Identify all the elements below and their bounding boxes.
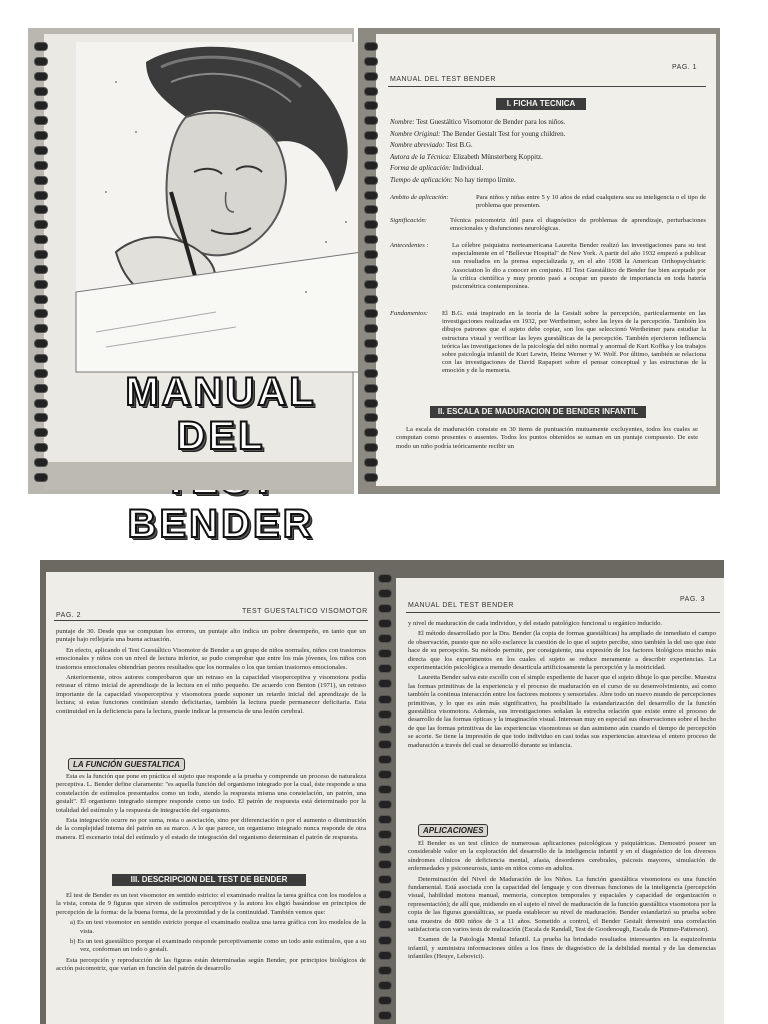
paragraph: y nivel de maduración de cada individuo, y del estado patológico funcional u orgánico inducido. (408, 620, 663, 627)
page2-page-label: PAG. 2 (56, 612, 82, 619)
paragraph: El test de Bender es un test visomotor en sentido estricto: el examinado realiza la tarea gráfica con los modelos a la vista, consta de 9 figuras que sirven de estímulos perceptivos y la autora los eligió basándose en principios de percepción de la forma: de la buena forma, de la proximidad y de la continuidad. También vemos que: (56, 892, 366, 916)
child-drawing-illustration (76, 42, 362, 372)
field-label: Nombre: (390, 118, 415, 126)
cover-illustration (76, 42, 362, 372)
page1 (376, 34, 716, 486)
page3-header-title: MANUAL DEL TEST BENDER (408, 602, 514, 609)
page3-body-bottom (408, 840, 716, 964)
page2-header-title: TEST GUESTALTICO VISOMOTOR (242, 608, 368, 615)
page1-photo (358, 28, 720, 494)
paragraph: Esta es la función que pone en práctica el sujeto que responde a la prueba y comprende un proceso de naturaleza perceptiva. L. Bender define claramente: "es aquella función del organismo integrado por la cual, éste responde a una constelación de estímulos presentados como un todo, siendo la respuesta misma una constelación, un patrón, una gestalt". El organismo integrado siempre responde como un todo. El patrón de respuesta está determinado por la totalidad del estímulo y la respuesta de integración del organismo. (56, 773, 366, 814)
field-value: El B.G. está inspirado en la teoría de la Gestalt sobre la percepción, particularmente en las investigaciones realizadas en 1932, por Wertheimer, sobre las leyes de la percepción. También los dibujos patrones que el sujeto debe copiar, son los que seleccionó Wertheimer para estudiar la estructura visual y verificar las leyes guestálticas de la percepción. También ejercieron influencia teórica las investigaciones de la psicología del niño normal y anormal de Kurt Koffka y los trabajos sobre psicología infantil de Kurt Lewin, Heinz Werner y W. Wolf. Por último, también se relaciona con las investigaciones de David Rapaport sobre el pensar conceptual y las estructuras de la emoción y de la memoria. (442, 310, 706, 375)
cover-photo (28, 28, 354, 546)
cover-page (44, 34, 352, 546)
section-box-funcion-guestaltica: LA FUNCIÓN GUESTALTICA (68, 758, 185, 771)
field-value: No hay tiempo límite. (454, 175, 516, 184)
list-item: a) Es un test visomotor en sentido estricto porque el examinado realiza una tarea gráfica con los modelos de la vista. (70, 919, 366, 935)
field-fundamentos (390, 310, 706, 402)
section2-banner: II. ESCALA DE MADURACION DE BENDER INFANTIL (430, 406, 646, 418)
field-value: Individual. (452, 164, 484, 173)
field-value: Test Guestáltico Visomotor de Bender para los niños. (416, 118, 566, 126)
field-tiempo (390, 176, 706, 185)
page2-body-top (56, 628, 366, 718)
field-value: The Bender Gestalt Test for young children. (442, 129, 566, 138)
page1-header-title: MANUAL DEL TEST BENDER (390, 76, 496, 83)
field-forma (390, 164, 706, 173)
field-antecedentes (390, 242, 706, 302)
spiral-binding-left (34, 42, 48, 482)
field-label: Tiempo de aplicación: (390, 175, 453, 184)
field-value: Para niños y niñas entre 5 y 10 años de edad cualquiera sea su inteligencia o el tipo de problema que presenten. (476, 194, 706, 210)
field-label: Significación: (390, 217, 427, 224)
page3-header-rule (406, 612, 720, 613)
page1-header-rule (388, 86, 706, 87)
section2-text (396, 426, 698, 453)
section1-banner: I. FICHA TECNICA (496, 98, 586, 110)
paragraph: Esta integración ocurre no por suma, resta o asociación, sino por diferenciación o por el aumento o disminución de la complejidad interna del patrón en su marco. A lo que parece, un organismo integrado nunca responde de otra manera. El escenario total del estímulo y el estado de integración del organismo determinan el patrón de respuesta. (56, 817, 366, 841)
section-box-aplicaciones: APLICACIONES (418, 824, 488, 837)
page3-body-top (408, 620, 716, 752)
field-value: Elizabeth Münsterberg Koppitz. (453, 152, 543, 161)
paragraph: puntaje de 30. Desde que se computan los errores, un puntaje alto indica un pobre desempeño, en tanto que un puntaje bajo reflejaría una buena actuación. (56, 628, 366, 644)
field-autora (390, 153, 706, 162)
section3-banner: III. DESCRIPCION DEL TEST DE BENDER (112, 874, 306, 886)
field-value: La célebre psiquiatra norteamericana Lauretta Bender realizó las investigaciones para su test especialmente en el "Bellevue Hospital" de New York. A partir del año 1932 empezó a publicar sus resultados en la prensa especializada y, en el año 1938 la American Orthopsychiatric Association lo dio a conocer en conjunto. El Test Guestáltico de Bender fue bien aceptado por la crítica científica y muy pronto pasó a ocupar un puesto de importancia en toda batería psicométrica contemporánea. (452, 242, 706, 291)
description-list (70, 919, 366, 955)
cover-title (90, 370, 352, 546)
field-nombre-abreviado (390, 141, 706, 150)
field-nombre (390, 118, 706, 127)
paragraph: El Bender es un test clínico de numerosas aplicaciones psicológicas y psiquiátricas. Demostró poseer un considerable valor en la exploración del desarrollo de la inteligencia infantil y en el diagnóstico de los diversos síndromes clínicos de deficiencia mental, afasia, desordenes cerebrales, psicosis mayores, simulación de enfermedades y psiconeurosis, tanto en niños como en adultos. (408, 840, 716, 873)
field-ambito (390, 194, 706, 212)
cover-title-line1: MANUAL DEL (125, 370, 317, 458)
pages-2-3-photo (40, 560, 724, 1024)
list-item: b) Es un test guestáltico porque el examinado responde perceptivamente como un todo ante estímulos, que a su vez, conforman un todo o gestalt. (70, 938, 366, 954)
paragraph: La escala de maduración consiste en 30 items de puntuación mutuamente excluyentes, todos los cuales se computan como presentes o ausentes. Todos los puntos obtenidos se suman en un puntaje compuesto. De este modo un niño podría teóricamente recibir un (396, 426, 698, 450)
cover-title-line2: BENDER (127, 502, 315, 546)
field-label: Ambito de aplicación: (390, 194, 449, 201)
field-value: Técnica psicomotriz útil para el diagnóstico de problemas de aprendizaje, perturbaciones emocionales y disfunciones neurológicas. (450, 217, 706, 233)
page3-page-label: PAG. 3 (680, 596, 706, 603)
paragraph: El método desarrollado por la Dra. Bender (la copia de formas guestálticas) ha ampliado de inmediato el campo de observación, puesto que no sólo esclarece la cuestión de lo que el sujeto percibe, sino también la del uso que éste hace de su percepción. Su método permite, por consiguiente, una expresión de los factores biológicos mucho más directa que los experimentos en los cuales el sujeto se reduce meramente a describir experiencias. La experimentación psicológica a menudo desarticula artificiosamente la percepción y la motricidad. (408, 630, 716, 672)
page1-page-label: PAG. 1 (672, 64, 698, 71)
field-label: Autora de la Técnica: (390, 152, 452, 161)
paragraph: Examen de la Patología Mental Infantil. La prueba ha brindado resultados interesantes en la esquizofrenia infantil, y suministra informaciones útiles a los fines de diagnóstico de la debilidad mental y de las demencias infantiles (Heuye, Lebovici). (408, 936, 716, 961)
page3 (396, 578, 724, 1024)
field-nombre-original (390, 130, 706, 139)
field-label: Nombre abreviado: (390, 141, 445, 150)
ficha-fields (390, 118, 706, 188)
field-label: Antecedentes : (390, 242, 429, 249)
paragraph: Anteriormente, otros autores comprobaron que un retraso en la capacidad visoperceptiva y visomotora podía retrasar el ritmo inicial de aprendizaje de la lectura en el niño pequeño. De acuerdo con Benton (1971), un retraso importante de la capacidad visoperceptiva y visomotora puede suponer un retardo inicial del aprendizaje de la lectura; si estas funciones continúan siendo deficitarias, también la lectura puede permanecer deficitaria. Esta continuidad en la deficiencia para la lectura, puede indicar la presencia de una lesión cerebral. (56, 674, 366, 715)
page2-body-bottom (56, 892, 366, 976)
field-value: Test B.G. (446, 141, 473, 150)
page2 (46, 572, 374, 1024)
page2-header-rule (54, 620, 368, 621)
cover-bottom-band (44, 462, 352, 490)
page2-body-middle (56, 773, 366, 844)
spiral-binding-page1 (364, 42, 378, 482)
paragraph: Determinación del Nivel de Maduración de los Niños. La función guestáltica visomotora es una función fundamental. Está asociada con la capacidad del lenguaje y con diversas funciones de la inteligencia (percepción visual, habilidad motora manual, memoria, conceptos temporales y espaciales y capacidad de organización o representación); de allí que, midiendo en el sujeto el nivel de maduración de la función guestáltica visomotora por la copia de las figuras guestálticas, se pueda establecer su nivel de maduración. Bender estandarizó su prueba sobre una muestra de 800 niños de 3 a 11 años. Sometido a control, el Bender Gestalt demostró una correlación satisfactoria con varios tests de realización (Escala de Randall, Test de Goodenough, Escala de Pintner-Patterson). (408, 875, 716, 934)
spiral-binding-center (378, 574, 392, 1020)
paragraph: Lauretta Bender salva este escollo con el simple expediente de hacer que el sujeto dibuje lo que percibe. Muestra las formas primitivas de la experiencia y el proceso de maduración en el curso de su desenvolvimiento, así como también la continua interacción entre los factores motores y sensoriales. Abre todo un nuevo mundo de percepciones primitivas, y lo que es aún más significativo, ha posibilitado la estandarización del desarrollo de la función guestáltica visomotora. Además, sus investigaciones señalan la estrecha relación que existe entre el proceso de desarrollo de las formas ópticas y la imaginación visual. Interesan muy en especial sus observaciones sobre el hecho de que las formas primitivas de las experiencias visomotoras se dan asimismo aún cuando el tiempo de percepción se acorte. Se tiene la impresión de que todo individuo en casi todas sus experiencias atraviesa el entero proceso de maduración a través del cual se desarrolló durante su infancia. (408, 674, 716, 749)
paragraph: En efecto, aplicando el Test Guestáltico Visomotor de Bender a un grupo de niños normales, niños con trastornos emocionales y niños con un nivel de lectura inferior, se pudo comprobar que entre los más jóvenes, los niños con trastornos emocionales obtendrían peores resultados que los normales o los que tenían trastornos emocionales. (56, 646, 366, 671)
field-significacion (390, 217, 706, 235)
field-label: Fundamentos: (390, 310, 429, 317)
paragraph: Esta percepción y reproducción de las figuras están determinadas según Bender, por principios biológicos de acción psicomotriz, que varían en función del patrón de desarrollo (56, 956, 366, 973)
field-label: Forma de aplicación: (390, 164, 452, 173)
field-label: Nombre Original: (390, 129, 441, 138)
